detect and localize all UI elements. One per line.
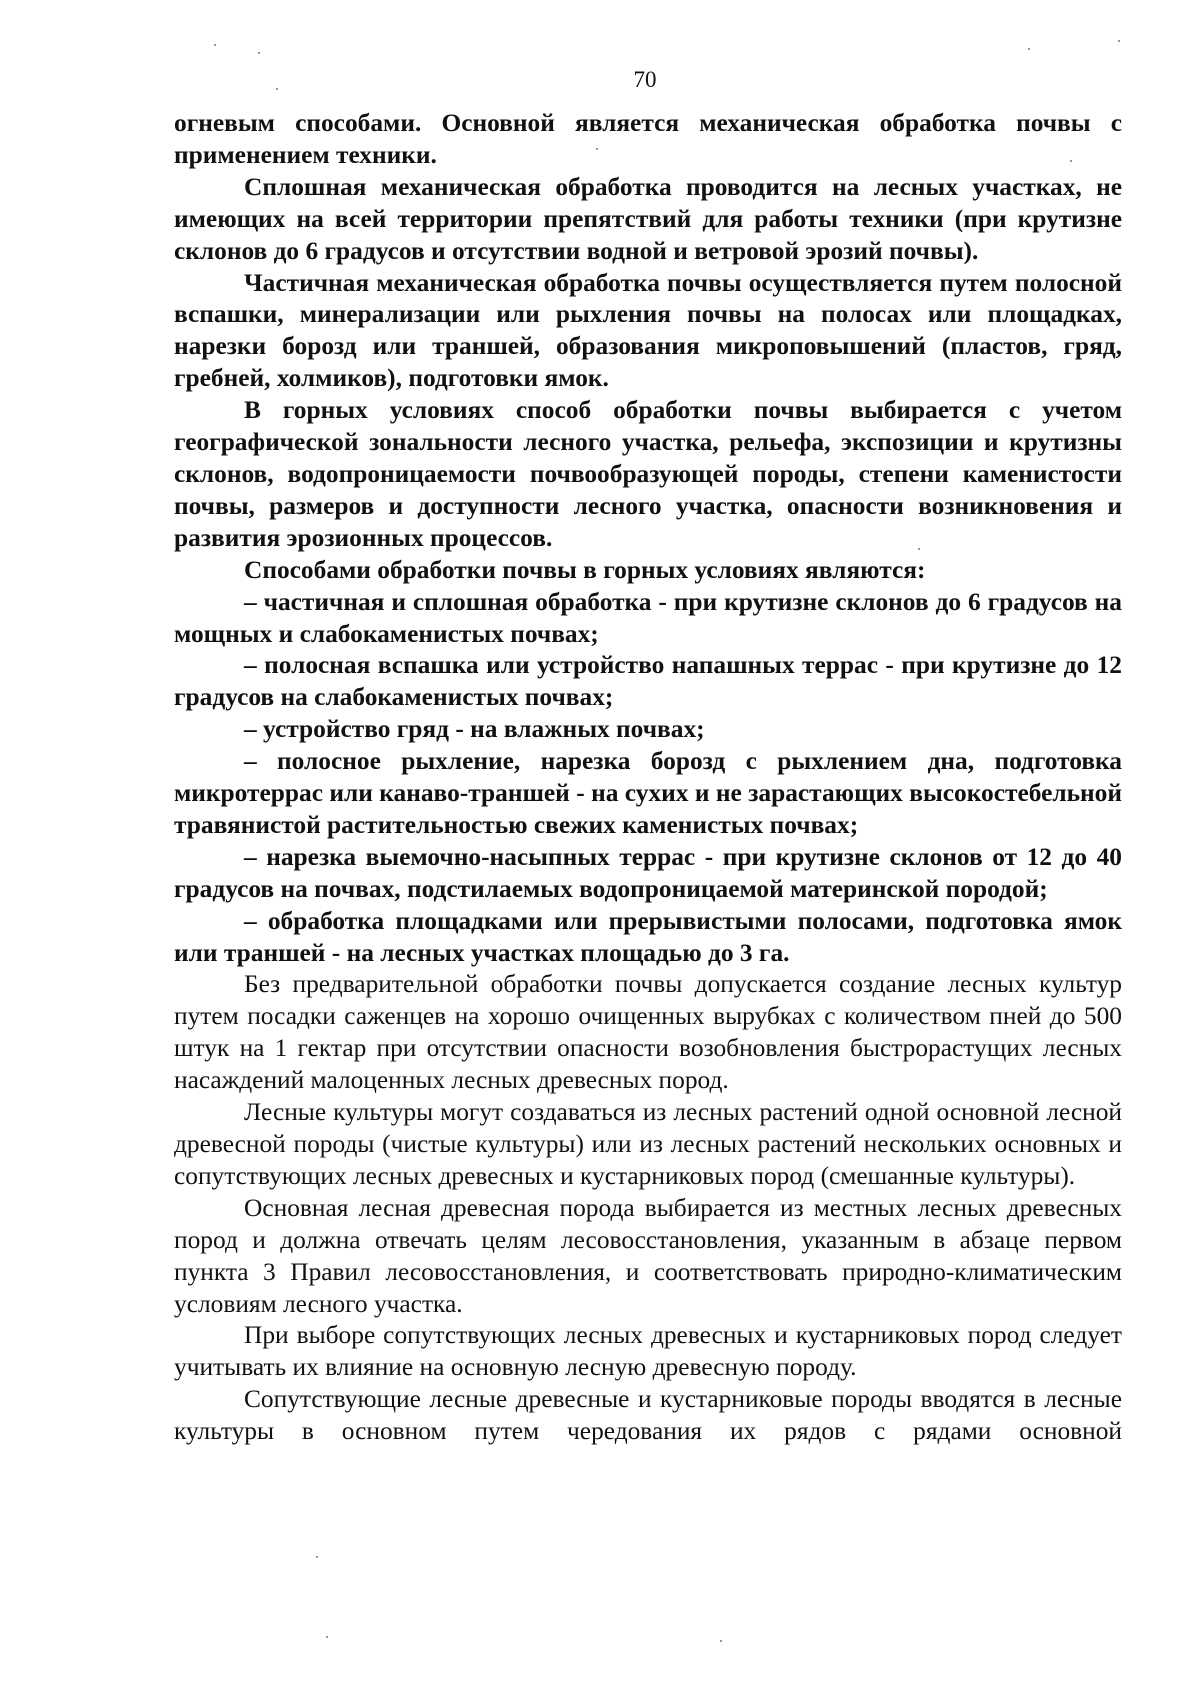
scan-speck — [316, 1556, 318, 1558]
paragraph-5: Без предварительной обработки почвы допускается создание лесных культур путем посадки саженцев на хорошо очищенных вырубках с количеством пней до 500 штук на 1 гектар при отсутствии опасности возобновления быстрорастущих лесных насаждений малоценных лесных древесных пород. — [174, 970, 1122, 1095]
scan-speck — [258, 52, 260, 54]
paragraph-2: Сплошная механическая обработка проводится на лесных участках, не имеющих на всей территории препятствий для работы техники (при крутизне склонов до 6 градусов и отсутствии водной и ветровой эрозий почвы). — [174, 172, 1122, 265]
page-number: 70 — [633, 67, 657, 92]
list-item-2: – полосная вспашка или устройство напашных террас - при крутизне до 12 градусов на слабокаменистых почвах; — [174, 651, 1122, 712]
paragraph-1: огневым способами. Основной является механическая обработка почвы с применением техники. — [174, 109, 1122, 169]
list-item-3: – устройство гряд - на влажных почвах; — [244, 715, 705, 744]
list-item-4: – полосное рыхление, нарезка борозд с рыхлением дна, подготовка микротеррас или канаво-траншей - на сухих и не зарастающих высокостебельной травянистой растительностью свежих каменистых почвах; — [174, 747, 1122, 839]
paragraph-9: Сопутствующие лесные древесные и кустарниковые породы вводятся в лесные культуры в основном путем чередования их рядов с рядами основной — [174, 1385, 1122, 1446]
list-item-5: – нарезка выемочно-насыпных террас - при крутизне склонов от 12 до 40 градусов на почвах, подстилаемых водопроницаемой материнской породой; — [174, 842, 1122, 903]
scan-speck — [1118, 40, 1120, 42]
scan-speck — [326, 1636, 328, 1638]
paragraph-4: В горных условиях способ обработки почвы выбирается с учетом географической зональности лесного участка, рельефа, экспозиции и крутизны склонов, водопроницаемости почвообразующей породы, степени каменистости почвы, размеров и доступности лесного участка, опасности возникновения и развития эрозионных процессов. — [174, 396, 1122, 552]
scan-speck — [596, 148, 598, 150]
list-item-6: – обработка площадками или прерывистыми полосами, подготовка ямок или траншей - на лесных участках площадью до 3 га. — [174, 906, 1122, 967]
scan-speck — [276, 88, 278, 90]
paragraph-3: Частичная механическая обработка почвы осуществляется путем полосной вспашки, минерализации или рыхления почвы на полосах или площадках, нарезки борозд или траншей, образования микроповышений (пластов, гряд, гребней, холмиков), подготовки ямок. — [174, 268, 1122, 393]
scan-speck — [1028, 48, 1030, 50]
list-item-1: – частичная и сплошная обработка - при крутизне склонов до 6 градусов на мощных и слабокаменистых почвах; — [174, 587, 1122, 648]
scan-speck — [214, 44, 216, 46]
paragraph-7: Основная лесная древесная порода выбирается из местных лесных древесных пород и должна отвечать целям лесовосстановления, указанным в абзаце первом пункта 3 Правил лесовосстановления, и соответствовать природно-климатическим условиям лесного участка. — [174, 1193, 1122, 1318]
scan-speck — [1070, 160, 1072, 162]
body-text — [174, 108, 1122, 1448]
scan-speck — [720, 1640, 722, 1642]
scan-speck — [918, 548, 920, 550]
list-intro: Способами обработки почвы в горных условиях являются: — [244, 555, 926, 584]
paragraph-8: При выборе сопутствующих лесных древесных и кустарниковых пород следует учитывать их влияние на основную лесную древесную породу. — [174, 1321, 1122, 1382]
paragraph-6: Лесные культуры могут создаваться из лесных растений одной основной лесной древесной породы (чистые культуры) или из лесных растений нескольких основных и сопутствующих лесных древесных и кустарниковых пород (смешанные культуры). — [174, 1098, 1122, 1190]
